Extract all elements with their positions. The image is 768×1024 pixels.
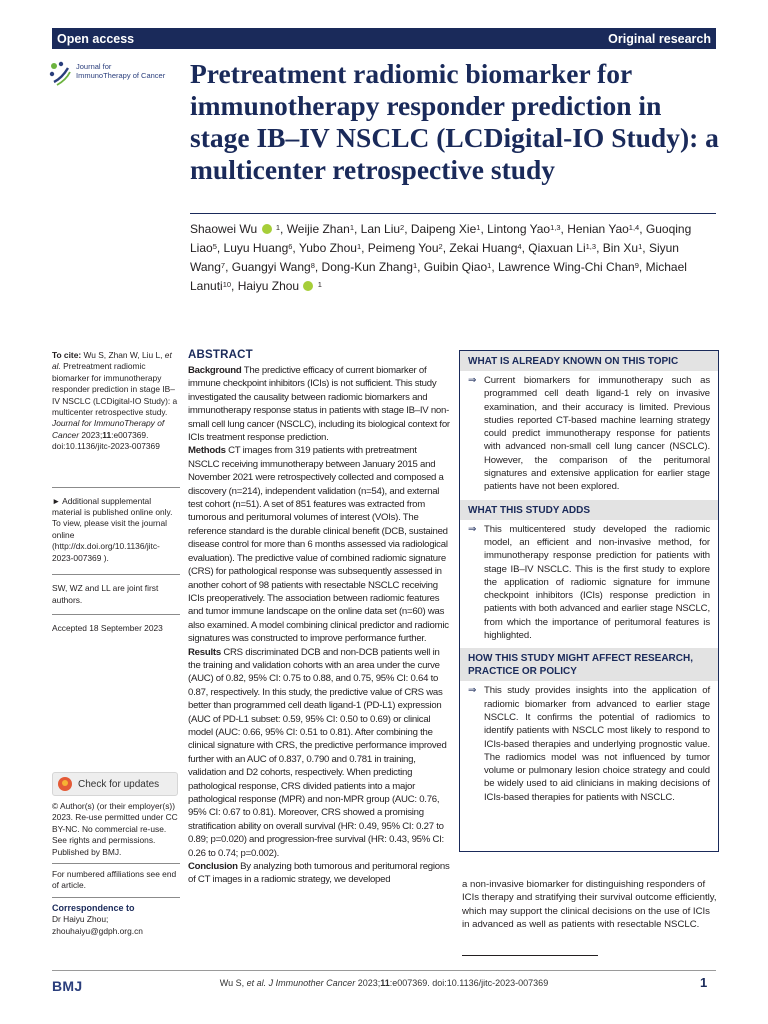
section-text: The predictive efficacy of current biomarker of immune checkpoint inhibitors (ICIs) is not sufficient. This study investigated the causality between radiomic biomarkers and immunotherapy response status in patients with stage IB–IV non-small cell lung cancer (NSCLC), including its biological context for ICIs treatment response prediction.: [188, 365, 450, 444]
author-entry: [232, 260, 322, 274]
sidebar-divider: [52, 487, 180, 488]
affiliation-marker: 10: [222, 280, 232, 289]
journal-logo-icon: [48, 60, 74, 88]
known-text: Current biomarkers for immunotherapy such as programmed cell death ligand-1 rely on invasive examination, and their accuracy is limited. Previous studies reported CT-based machine learning strategy could predict immunotherapy response for patients with advanced non-small cell lung cancer (NSCLC). However, the comparison of the peritumoral signatures and extensive application for earlier stage patients have not been explored.: [484, 375, 710, 493]
affiliation-marker: 1: [317, 280, 322, 289]
abstract-methods: [188, 444, 450, 645]
affiliation-marker: 1: [412, 261, 418, 270]
sidebar-divider: [52, 897, 180, 898]
author-separator: ,: [280, 222, 287, 236]
footer-cite-doi: :e007369. doi:10.1136/jitc-2023-007369: [389, 978, 549, 988]
affiliation-marker: 6: [288, 242, 293, 251]
affiliation-marker: 1,4: [628, 223, 640, 232]
author-name[interactable]: Bin Xu: [602, 241, 639, 255]
cite-doi: :e007369. doi:10.1136/jitc-2023-007369: [52, 429, 160, 452]
arrow-right-icon: ⇒: [468, 523, 477, 535]
cite-text: Wu S, Zhan W, Liu L,: [81, 350, 165, 360]
author-entry: [487, 222, 567, 236]
cite-text: 2023;: [79, 429, 103, 440]
sidebar-divider: [52, 574, 180, 575]
affiliation-marker: 2: [438, 242, 443, 251]
footer-divider: [52, 970, 716, 971]
check-updates-label: Check for updates: [78, 778, 160, 790]
author-name[interactable]: Zekai Huang: [449, 241, 518, 255]
journal-name-line1: Journal for: [76, 62, 112, 71]
page-number: 1: [700, 975, 708, 990]
author-name[interactable]: Luyu Huang: [223, 241, 289, 255]
section-label: Conclusion: [188, 861, 238, 873]
author-name[interactable]: Qiaxuan Li: [528, 241, 586, 255]
author-name[interactable]: Henian Yao: [567, 222, 629, 236]
sidebar-divider: [52, 863, 180, 864]
author-name[interactable]: Guangyi Wang: [231, 260, 311, 274]
affiliation-marker: 1: [476, 223, 481, 232]
footer-cite-text: 2023;: [355, 978, 381, 988]
continuation-divider: [462, 955, 598, 956]
author-name[interactable]: Peimeng You: [367, 241, 439, 255]
section-text: By analyzing both tumorous and peritumoral regions of CT images in a radiomic strategy, we developed: [188, 861, 450, 886]
abstract-heading: ABSTRACT: [188, 349, 253, 361]
author-list: [190, 220, 716, 296]
key-messages-box: [459, 350, 719, 852]
author-separator: ,: [216, 241, 224, 255]
affiliation-marker: 2: [400, 223, 405, 232]
footer-cite-journal: et al. J Immunother Cancer: [246, 978, 356, 988]
author-entry: [224, 241, 299, 255]
cite-label: To cite:: [52, 350, 82, 360]
footer-citation: [150, 978, 618, 988]
author-name[interactable]: Weijie Zhan: [286, 222, 350, 236]
author-separator: ,: [521, 241, 529, 255]
section-label: Background: [188, 365, 242, 376]
affiliation-marker: 1: [349, 223, 354, 232]
author-separator: ,: [560, 222, 568, 236]
title-divider: [190, 213, 716, 214]
author-separator: ,: [225, 260, 232, 274]
affiliation-marker: 1,3: [550, 223, 561, 232]
author-name[interactable]: Lintong Yao: [487, 222, 551, 236]
section-label: Methods: [188, 445, 226, 457]
header-bar: [52, 28, 716, 49]
correspondence-name: Dr Haiyu Zhou;: [52, 914, 109, 925]
affiliation-marker: 1: [275, 223, 281, 232]
author-name[interactable]: Michael Lanuti: [190, 260, 687, 293]
author-separator: ,: [231, 279, 238, 293]
author-name[interactable]: Haiyu Zhou: [237, 279, 300, 293]
author-separator: ,: [442, 241, 450, 255]
supplemental-note[interactable]: ► Additional supplemental material is published online only. To view, please visit the journal online (http://dx.doi.org/10.1136/jitc-2023-007369 ).: [52, 495, 173, 563]
sidebar-lower: [52, 801, 180, 937]
affiliation-marker: 9: [634, 261, 639, 270]
author-name[interactable]: Dong-Kun Zhang: [321, 260, 413, 274]
author-name[interactable]: Siyun Wang: [190, 241, 679, 274]
footer-cite-volume: 11: [380, 978, 390, 988]
author-entry: [322, 260, 424, 274]
author-entry: [603, 241, 649, 255]
author-name[interactable]: Guibin Qiao: [423, 260, 488, 274]
affect-item: [460, 681, 718, 810]
author-separator: ,: [314, 260, 322, 274]
adds-text: This multicentered study developed the radiomic model, an efficient and non-invasive method, for immunotherapy response prediction for patients with stage IB–IV NSCLC. This is the first study to explore the application of radiomic signature for immune checkpoint inhibitors (ICIs) response prediction in patients with both advanced and earlier stage NSCLC, from which the importance of peritumoral features is highlighted.: [484, 523, 710, 642]
article-type-label: Original research: [608, 31, 711, 46]
author-entry: [449, 241, 528, 255]
orcid-icon[interactable]: [303, 281, 313, 291]
affiliation-marker: 1: [638, 242, 643, 251]
section-label: Results: [188, 646, 221, 658]
journal-name-line2: ImmunoTherapy of Cancer: [76, 71, 166, 80]
author-separator: ,: [480, 222, 488, 236]
author-name[interactable]: Guoqing Liao: [190, 222, 692, 255]
affiliations-note: For numbered affiliations see end of article.: [52, 869, 177, 891]
author-separator: ,: [361, 241, 368, 255]
accepted-date: Accepted 18 September 2023: [52, 622, 163, 633]
copyright-note: © Author(s) (or their employer(s)) 2023. Re-use permitted under CC BY-NC. No commercial re-use. See rights and permissions. Published by BMJ.: [52, 801, 178, 857]
joint-first-note: SW, WZ and LL are joint first authors.: [52, 583, 159, 605]
cite-text: Pretreatment radiomic biomarker for immunotherapy responder prediction in stage IB–IV NSCLC (LCDigital-IO Study): a multicenter retrospective study.: [52, 361, 178, 418]
author-entry: [411, 222, 487, 236]
author-entry: [567, 222, 646, 236]
author-entry: [287, 222, 361, 236]
author-separator: ,: [354, 222, 361, 236]
correspondence-label: Correspondence to: [52, 902, 135, 913]
author-name[interactable]: Lawrence Wing-Chi Chan: [498, 260, 635, 274]
author-name[interactable]: Lan Liu: [360, 222, 401, 236]
adds-item: [460, 520, 718, 649]
known-heading: WHAT IS ALREADY KNOWN ON THIS TOPIC: [460, 351, 718, 371]
author-separator: ,: [639, 222, 646, 236]
footer-cite-text: Wu S,: [219, 978, 247, 988]
author-entry: [368, 241, 450, 255]
article-title: Pretreatment radiomic biomarker for immunotherapy responder prediction in stage IB–IV NSCLC (LCDigital-IO Study): a multicenter retrospective study: [190, 58, 719, 185]
author-entry: [299, 241, 368, 255]
abstract-body: [188, 364, 450, 887]
author-name[interactable]: Shaowei Wu: [190, 222, 258, 236]
affiliation-marker: 1: [487, 261, 492, 270]
arrow-right-icon: ⇒: [468, 685, 477, 697]
open-access-label: Open access: [57, 31, 135, 46]
author-entry: [361, 222, 411, 236]
orcid-icon[interactable]: [262, 224, 272, 234]
author-separator: ,: [642, 241, 649, 255]
sidebar-left: [52, 350, 180, 634]
author-separator: ,: [596, 241, 603, 255]
author-name[interactable]: Daipeng Xie: [410, 222, 477, 236]
abstract-continuation: a non-invasive biomarker for distinguishing responders of ICIs therapy and stratifying their survival outcome efficiently, which may support the clinical decisions on the use of ICIs in advanced as well as patients with resectable NSCLC.: [462, 879, 717, 931]
affiliation-marker: 1,3: [585, 242, 597, 251]
cite-volume: 11: [102, 429, 112, 440]
author-entry: [424, 260, 498, 274]
crossmark-icon: [58, 777, 72, 791]
correspondence-email[interactable]: zhouhaiyu@gdph.org.cn: [52, 925, 143, 936]
abstract-conclusion: [188, 860, 450, 887]
check-for-updates-button[interactable]: [52, 772, 178, 796]
author-separator: ,: [417, 260, 424, 274]
adds-heading: WHAT THIS STUDY ADDS: [460, 500, 718, 520]
affect-text: This study provides insights into the application of radiomic biomarker from advanced to earlier stage NSCLC. It confirms the potential of radiomics to identify patients with NSCLC most likely to respond to ICIs-based therapies and underlying prognostic value. The radiomics model was not influenced by tumor volume or pulmonary lesion choice strategy and could be widely used to aid clinicians in making decisions of ICIs-based therapies for patients with NSCLC.: [484, 685, 710, 803]
abstract-background: [188, 364, 450, 444]
bmj-logo[interactable]: BMJ: [52, 978, 83, 994]
author-entry: [238, 279, 322, 293]
known-item: [460, 371, 718, 500]
sidebar-divider: [52, 614, 180, 615]
affiliation-marker: 7: [220, 261, 226, 270]
cite-etal: et al.: [52, 350, 172, 372]
author-entry: [528, 241, 602, 255]
cite-journal: Journal for ImmunoTherapy of Cancer: [52, 418, 165, 440]
affiliation-marker: 8: [310, 261, 315, 270]
affiliation-marker: 4: [517, 242, 522, 251]
author-name[interactable]: Yubo Zhou: [298, 241, 357, 255]
section-text: CRS discriminated DCB and non-DCB patients well in the training and validation cohorts with an area under the curve (AUC) of 0.82, 95% CI: 0.75 to 0.88, and 0.75, 95% CI: 0.64 to 0.87, respectively. In this study, the predictive value of CRS was better than programmed cell death ligand-1 (PD-L1) expression (AUC of PD-L1 subset: 0.59, 95% CI: 0.50 to 0.69) or clinical model (AUC: 0.66, 95% CI: 0.51 to 0.81). After combining the clinical signature with CRS, the predictive performance improved further with an AUC of 0.837, 0.790 and 0.781 in training, validation and D2 cohorts, respectively. When predicting pathological response, CRS divided patients into a major pathological response (MPR) and non-MPR group (AUC: 0.76, 95% CI: 0.67 to 0.81). Moreover, CRS showed a promising stratification ability on overall survival (HR: 0.49, 95% CI: 0.27 to 0.89; p=0.020) and progression-free survival (HR: 0.43, 95% CI: 0.26 to 0.74; p=0.002).: [188, 646, 447, 859]
author-separator: ,: [292, 241, 299, 255]
author-entry: [498, 260, 646, 274]
section-text: CT images from 319 patients with pretreatment NSCLC receiving immunotherapy between January 2015 and November 2021 were retrospectively collected and composed a discovery (n=214), independent validation (n=54), and external test cohort (n=51). A set of 851 features was extracted from tumorous and peritumoral volumes of interest (VOIs). The reference standard is the durable clinical benefit (DCB, sustained disease control for more than 6 months assessed via radiological evaluation). The predictive value of combined radiomic signature (CRS) for pathological response was subsequently assessed in another cohort of 98 patients with resectable NSCLC receiving ICIs preoperatively. The association between radiomic features and tumor immune landscape on the online data set (n=60) was also examined. A model combining clinical predictor and radiomic signatures was constructed to improve performance further.: [188, 445, 449, 645]
affiliation-marker: 1: [356, 242, 362, 251]
author-separator: ,: [491, 260, 498, 274]
author-entry: [190, 222, 287, 236]
affect-heading: HOW THIS STUDY MIGHT AFFECT RESEARCH, PRACTICE OR POLICY: [460, 648, 718, 681]
affiliation-marker: 5: [212, 242, 217, 251]
citation-block: [52, 350, 180, 453]
arrow-right-icon: ⇒: [468, 375, 477, 386]
author-separator: ,: [404, 222, 411, 236]
author-separator: ,: [638, 260, 646, 274]
journal-logo[interactable]: [48, 60, 178, 90]
abstract-results: [188, 646, 450, 861]
